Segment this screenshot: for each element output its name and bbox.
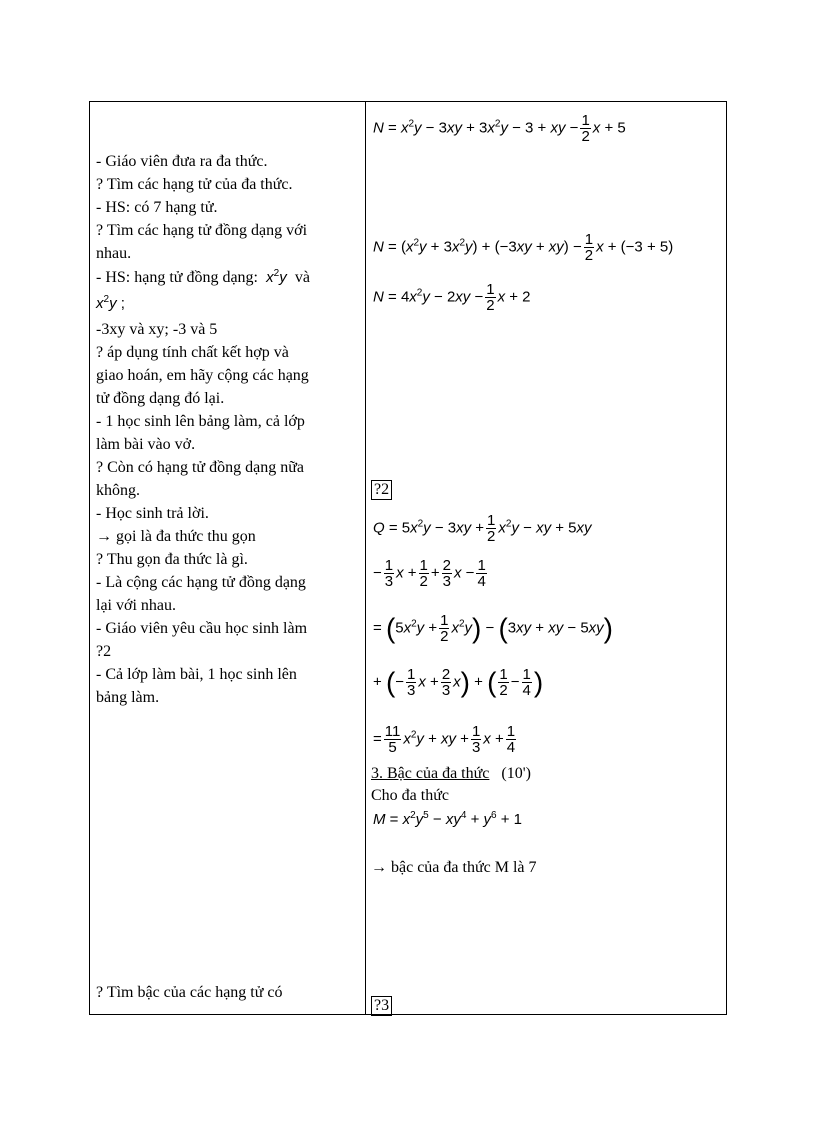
left-line-22: ?2: [96, 643, 112, 660]
degree-result: → bậc của đa thức M là 7: [371, 859, 537, 876]
equation-q-5: = $\frac{11}{5}$ $x^2y$ + xy + $\frac{1}{3}$ x + $\frac{1}{4}$: [373, 723, 516, 756]
left-line-11: tử đồng dạng đó lại.: [96, 390, 225, 407]
left-line-10: giao hoán, em hãy cộng các hạng: [96, 367, 309, 384]
equation-n-1: $N = x^2y - 3xy + 3x^2y - 3$ + xy − $\frac{1}{2}$ x + 5: [373, 112, 626, 145]
question-3-label: [371, 996, 392, 1016]
q2-box: ?2: [371, 480, 392, 500]
left-line-5: nhau.: [96, 245, 132, 262]
section-3-title: 3. Bậc của đa thức: [371, 765, 490, 782]
equation-q-1: $Q = 5x^2y - 3xy$ + $\frac{1}{2}$ $x^2y$ − xy + 5xy: [373, 512, 592, 545]
q3-box: ?3: [371, 996, 392, 1016]
equation-q-3: = ($5x^2y$ + $\frac{1}{2}$ $x^2y) - (3xy$ + xy − 5xy): [373, 612, 613, 645]
section-3-time: (10'): [501, 765, 531, 782]
section-3-heading: [371, 764, 531, 783]
left-line-9: ? áp dụng tính chất kết hợp và: [96, 344, 289, 361]
left-line-6: [96, 268, 310, 287]
left-line-4: ? Tìm các hạng tử đồng dạng với: [96, 222, 308, 239]
equation-q-4: + (− $\frac{1}{3}$ x + $\frac{2}{3}$ x) + ( $\frac{1}{2}$ − $\frac{1}{4}$ ): [373, 666, 544, 699]
left-line-18: ? Thu gọn đa thức là gì.: [96, 551, 248, 568]
like-term-x2y: $x^2y$: [266, 268, 287, 286]
left-line-17: → gọi là đa thức thu gọn: [96, 528, 256, 545]
equation-n-3: $N = 4x^2y - 2xy$ − $\frac{1}{2}$ x + 2: [373, 281, 531, 314]
left-line-24: bảng làm.: [96, 689, 160, 706]
left-line-20: lại với nhau.: [96, 597, 176, 614]
column-divider: [365, 102, 366, 1014]
left-line-12: - 1 học sinh lên bảng làm, cả lớp: [96, 413, 305, 430]
left-line-8: -3xy và xy; -3 và 5: [96, 321, 218, 338]
left-line-7: $x^2y$ ;: [96, 294, 125, 312]
given-polynomial-text: Cho đa thức: [371, 787, 449, 804]
left-line-1: - Giáo viên đưa ra đa thức.: [96, 153, 268, 170]
left-line-13: làm bài vào vở.: [96, 436, 196, 453]
question-2-label: [371, 480, 392, 500]
left-line-14: ? Còn có hạng tử đồng dạng nữa: [96, 459, 304, 476]
left-line-2: ? Tìm các hạng tử của đa thức.: [96, 176, 293, 193]
left-line-15: không.: [96, 482, 140, 499]
left-line-3: - HS: có 7 hạng tử.: [96, 199, 218, 216]
left-line-16: - Học sinh trả lời.: [96, 505, 209, 522]
left-line-25: ? Tìm bậc của các hạng tử có: [96, 984, 283, 1001]
equation-n-2: $N = (x^2y + 3x^2y) + (-3xy + xy)$ − $\frac{1}{2}$ x + (−3 + 5): [373, 231, 674, 264]
equation-m: $M = x^2y^5 - xy^4 + y^6 + 1$: [373, 810, 523, 828]
left-line-21: - Giáo viên yêu cầu học sinh làm: [96, 620, 308, 637]
left-line-19: - Là cộng các hạng tử đồng dạng: [96, 574, 306, 591]
equation-q-2: − $\frac{1}{3}$ x + $\frac{1}{2}$ + $\frac{2}{3}$ x − $\frac{1}{4}$: [373, 557, 486, 590]
left-line-6-end: và: [294, 269, 311, 286]
left-line-23: - Cả lớp làm bài, 1 học sinh lên: [96, 666, 297, 683]
left-line-6-text: - HS: hạng tử đồng dạng:: [96, 269, 258, 286]
